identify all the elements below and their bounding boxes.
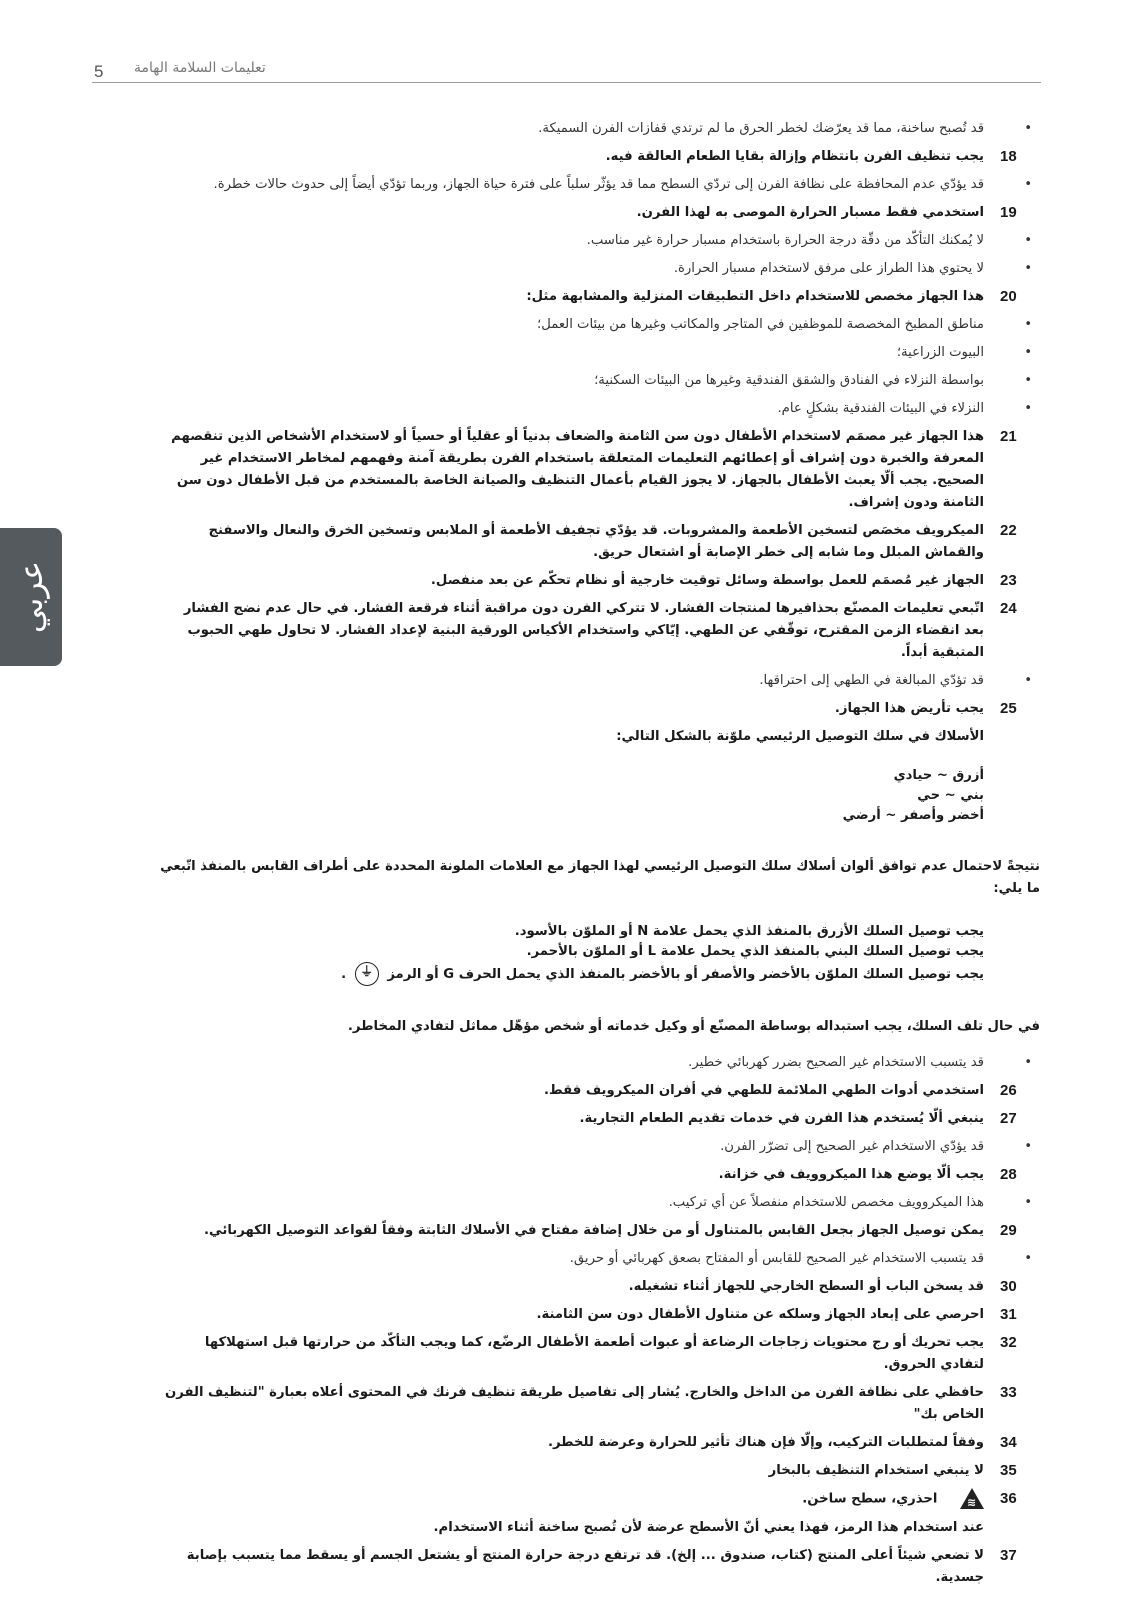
wiring-intro: الأسلاك في سلك التوصيل الرئيسي ملوّنة بالشكل التالي:: [616, 729, 984, 744]
item-text: ينبغي ألّا يُستخدم هذا الفرن في خدمات تقديم الطعام التجارية.: [579, 1111, 984, 1126]
item-text: البيوت الزراعية؛: [896, 345, 984, 360]
item-text: هذا الجهاز مخصص للاستخدام داخل التطبيقات المنزلية والمشابهة مثل:: [526, 289, 984, 304]
item-29: [160, 1220, 1040, 1242]
item-text: قد يتسبب الاستخدام غير الصحيح للقابس أو المفتاح بصعق كهربائي أو حريق.: [569, 1251, 984, 1266]
header-title: تعليمات السلامة الهامة: [134, 60, 266, 76]
item-text: هذا الميكروويف مخصص للاستخدام منفصلاً عن أي تركيب.: [668, 1195, 984, 1210]
instructions-list-2: [160, 1052, 1040, 1482]
item-24: [160, 598, 1040, 664]
item-23: [160, 570, 1040, 592]
item-text: استخدمي أدوات الطهي الملائمة للطهي في أفران الميكرويف فقط.: [544, 1083, 984, 1098]
item-number: 35: [1000, 1462, 1017, 1479]
item-number: 25: [1000, 700, 1017, 717]
item-text: قد تؤدّي المبالغة في الطهي إلى احتراقها.: [759, 673, 984, 688]
item-34: [160, 1432, 1040, 1454]
item-text: هذا الجهاز غير مصمَم لاستخدام الأطفال دون سن الثامنة والضعاف بدنياً أو عقلياً أو حسياً أو لاستخدام الأشخاص الذين تنقصهم المعرفة والخبرة دون إشراف أو إعطائهم التعليمات المتعلقة باستخدام الفرن بطريقة آمنة وفهمهم لمخاطر الاستخدام غير الصحيح. يجب ألّا يعبث الأطفال بالجهاز. لا يجوز القيام بأعمال التنظيف والصيانة الخاصة بالمستخدم من قبل الأطفال دون سن الثامنة ودون إشراف.: [171, 429, 984, 510]
item-text: لا يحتوي هذا الطراز على مرفق لاستخدام مسبار الحرارة.: [673, 261, 984, 276]
cord-damage-note: في حال تلف السلك، يجب استبداله بوساطة المصنّع أو وكيل خدماته أو شخص مؤهّل مماثل لتفادي المخاطر.: [347, 1019, 1040, 1034]
item-text: الميكرويف مخصَص لتسخين الأطعمة والمشروبات. قد يؤدّي تجفيف الأطعمة أو الملابس وتسخين الخرق والنعال والاسفنج والقماش المبلل وما شابه إلى خطر الإصابة أو اشتعال حريق.: [208, 523, 984, 560]
bullet-marker: •: [1024, 121, 1032, 136]
item-number: 24: [1000, 600, 1017, 617]
item-number: 31: [1000, 1306, 1017, 1323]
item-36: [160, 1488, 1040, 1511]
bullet-marker: •: [1024, 345, 1032, 360]
item-text: بواسطة النزلاء في الفنادق والشقق الفندقية وغيرها من البيئات السكنية؛: [594, 373, 984, 388]
bullet-item: [160, 1052, 1040, 1074]
item-text: وفقاً لمتطلبات التركيب، وإلّا فإن هناك تأثير للحرارة وعرضة للخطر.: [547, 1435, 984, 1450]
item-text: اتّبعي تعليمات المصنّع بحذافيرها لمنتجات الفشار. لا تتركي الفرن دون مراقبة أثناء فرقعة الفشار. في حال عدم نضج الفشار بعد انقضاء الزمن المقترح، توقّفي عن الطهي. إيّاكي واستخدام الأكياس الورقية البنية لإعداد الفشار. لا تحاول طهي الحبوب المتبقية أبداً.: [183, 601, 984, 660]
bullet-item: [160, 118, 1040, 140]
item-27: [160, 1108, 1040, 1130]
item-number: 20: [1000, 288, 1017, 305]
bullet-item: [160, 314, 1040, 336]
bullet-marker: •: [1024, 1139, 1032, 1154]
bullet-item: [160, 398, 1040, 420]
bullet-item: [160, 1248, 1040, 1270]
item-33: [160, 1382, 1040, 1426]
page-header: [92, 52, 1041, 83]
bullet-item: [160, 230, 1040, 252]
item-25: [160, 698, 1040, 720]
item-32: [160, 1332, 1040, 1376]
item-text: حافظي على نظافة الفرن من الداخل والخارج. يُشار إلى تفاصيل طريقة تنظيف فرنك في المحتوى أعلاه بعبارة "لتنظيف الفرن الخاص بك": [165, 1385, 984, 1422]
bullet-item: [160, 370, 1040, 392]
item-text: مناطق المطبخ المخصصة للموظفين في المتاجر والمكاتب وغيرها من بيئات العمل؛: [537, 317, 984, 332]
instructions-list-1: [160, 118, 1040, 720]
item-text: قد يتسبب الاستخدام غير الصحيح بضرر كهربائي خطير.: [688, 1055, 984, 1070]
wiring-rule-brown: يجب توصيل السلك البني بالمنفذ الذي يحمل علامة L أو الملوّن بالأحمر.: [526, 944, 984, 959]
item-19: [160, 202, 1040, 224]
item-text: لا ينبغي استخدام التنظيف بالبخار: [768, 1463, 984, 1478]
item-text: احرصي على إبعاد الجهاز وسلكه عن متناول الأطفال دون سن الثامنة.: [536, 1307, 984, 1322]
item-18: [160, 146, 1040, 168]
item-26: [160, 1080, 1040, 1102]
language-tab-label: عربي: [12, 560, 50, 634]
bullet-item: [160, 342, 1040, 364]
item-number: 32: [1000, 1334, 1017, 1351]
item-number: 19: [1000, 204, 1017, 221]
earth-symbol-icon: ⏚: [355, 962, 379, 986]
bullet-item: [160, 1192, 1040, 1214]
wiring-mismatch-note: نتيجةً لاحتمال عدم توافق ألوان أسلاك سلك التوصيل الرئيسي لهذا الجهاز مع العلامات الملونة المحددة على أطراف القابس بالمنفذ اتّبعي ما يلي:: [160, 859, 1040, 896]
wire-color-green-yellow: أخضر وأصفر ~ أرضي: [842, 808, 984, 823]
item-text: قد تُصبح ساخنة، مما قد يعرّضك لخطر الحرق ما لم ترتدي قفازات الفرن السميكة.: [538, 121, 984, 136]
item-20: [160, 286, 1040, 308]
item-number: 30: [1000, 1278, 1017, 1295]
item-number: 36: [1000, 1490, 1017, 1507]
item-31: [160, 1304, 1040, 1326]
item-number: 27: [1000, 1110, 1017, 1127]
wiring-rule-blue: يجب توصيل السلك الأزرق بالمنفذ الذي يحمل علامة N أو الملوّن بالأسود.: [514, 924, 984, 939]
bullet-marker: •: [1024, 261, 1032, 276]
item-text: احذري، سطح ساخن.: [802, 1491, 938, 1507]
item-30: [160, 1276, 1040, 1298]
item-text: يجب ألّا يوضع هذا الميكروويف في خزانة.: [718, 1167, 984, 1182]
item-35: [160, 1460, 1040, 1482]
item-text: لا تضعي شيئاً أعلى المنتج (كتاب، صندوق ... إلخ). قد ترتفع درجة حرارة المنتج أو يشتعل الجسم أو يسقط مما يتسبب بإصابة جسدية.: [186, 1547, 984, 1585]
bullet-item: [160, 670, 1040, 692]
wire-color-blue: أزرق ~ حيادي: [893, 768, 984, 783]
item-21: [160, 426, 1040, 514]
item-number: 18: [1000, 148, 1017, 165]
item-text: لا يُمكنك التأكّد من دقّة درجة الحرارة باستخدام مسبار حرارة غير مناسب.: [586, 233, 984, 248]
item-text: قد يسخن الباب أو السطح الخارجي للجهاز أثناء تشغيله.: [628, 1279, 984, 1294]
bullet-marker: •: [1024, 177, 1032, 192]
bullet-item: [160, 1136, 1040, 1158]
bullet-item: [160, 258, 1040, 280]
bullet-marker: •: [1024, 317, 1032, 332]
item-number: 23: [1000, 572, 1017, 589]
item-number: 34: [1000, 1434, 1017, 1451]
item-text: قد يؤدّي عدم المحافظة على نظافة الفرن إلى تردّي السطح مما قد يؤثّر سلباً على فترة حياة الجهاز، وربما تؤدّي أيضاً إلى حدوث حالات خطرة.: [213, 177, 984, 192]
hot-surface-icon: [960, 1488, 984, 1509]
bullet-marker: •: [1024, 373, 1032, 388]
language-tab: [0, 528, 62, 666]
bullet-marker: •: [1024, 673, 1032, 688]
item-number: 37: [1000, 1546, 1017, 1564]
item-text: النزلاء في البيئات الفندقية بشكلٍ عام.: [777, 401, 984, 416]
item-number: 33: [1000, 1384, 1017, 1401]
page-number: 5: [94, 62, 104, 81]
bullet-marker: •: [1024, 401, 1032, 416]
instructions-content: [160, 118, 1040, 1595]
wiring-rule-earth-text: يجب توصيل السلك الملوّن بالأخضر والأصفر أو بالأخضر بالمنفذ الذي يحمل الحرف G أو الرمز: [387, 967, 984, 982]
bullet-marker: •: [1024, 1055, 1032, 1070]
bullet-item: [160, 174, 1040, 196]
item-number: 29: [1000, 1222, 1017, 1239]
bullet-marker: •: [1024, 1251, 1032, 1266]
bullet-marker: •: [1024, 233, 1032, 248]
item-text: استخدمي فقط مسبار الحرارة الموصى به لهذا الفرن.: [636, 205, 984, 220]
item-number: 28: [1000, 1166, 1017, 1183]
item-28: [160, 1164, 1040, 1186]
bullet-marker: •: [1024, 1195, 1032, 1210]
item-text: يمكن توصيل الجهاز بجعل القابس بالمتناول أو من خلال إضافة مفتاح في الأسلاك الثابتة وفقاً لقواعد التوصيل الكهربائي.: [204, 1223, 984, 1238]
hot-surface-note: عند استخدام هذا الرمز، فهذا يعني أنّ الأسطح عرضة لأن تُصبح ساخنة أثناء الاستخدام.: [433, 1519, 984, 1535]
item-text: يجب تحريك أو رج محتويات زجاجات الرضاعة أو عبوات أطعمة الأطفال الرضّع، كما ويجب التأكّد من حرارتها قبل استهلاكها لتفادي الحروق.: [204, 1335, 984, 1372]
item-22: [160, 520, 1040, 564]
item-text: يجب تنظيف الفرن بانتظام وإزالة بقايا الطعام العالقة فيه.: [605, 149, 984, 164]
item-number: 22: [1000, 522, 1017, 539]
item-number: 21: [1000, 428, 1017, 445]
wiring-rule-earth: يجب توصيل السلك الملوّن بالأخضر والأصفر أو بالأخضر بالمنفذ الذي يحمل الحرف G أو الرمز ⏚ .: [160, 962, 1040, 986]
item-37: [160, 1545, 1040, 1589]
item-text: يجب تأريض هذا الجهاز.: [834, 701, 984, 716]
item-number: 26: [1000, 1082, 1017, 1099]
item-text: الجهاز غير مُصمَم للعمل بواسطة وسائل توقيت خارجية أو نظام تحكّم عن بعد منفصل.: [430, 573, 984, 588]
wire-color-brown: بني ~ حي: [917, 788, 984, 803]
item-text: قد يؤدّي الاستخدام غير الصحيح إلى تضرّر الفرن.: [720, 1139, 984, 1154]
